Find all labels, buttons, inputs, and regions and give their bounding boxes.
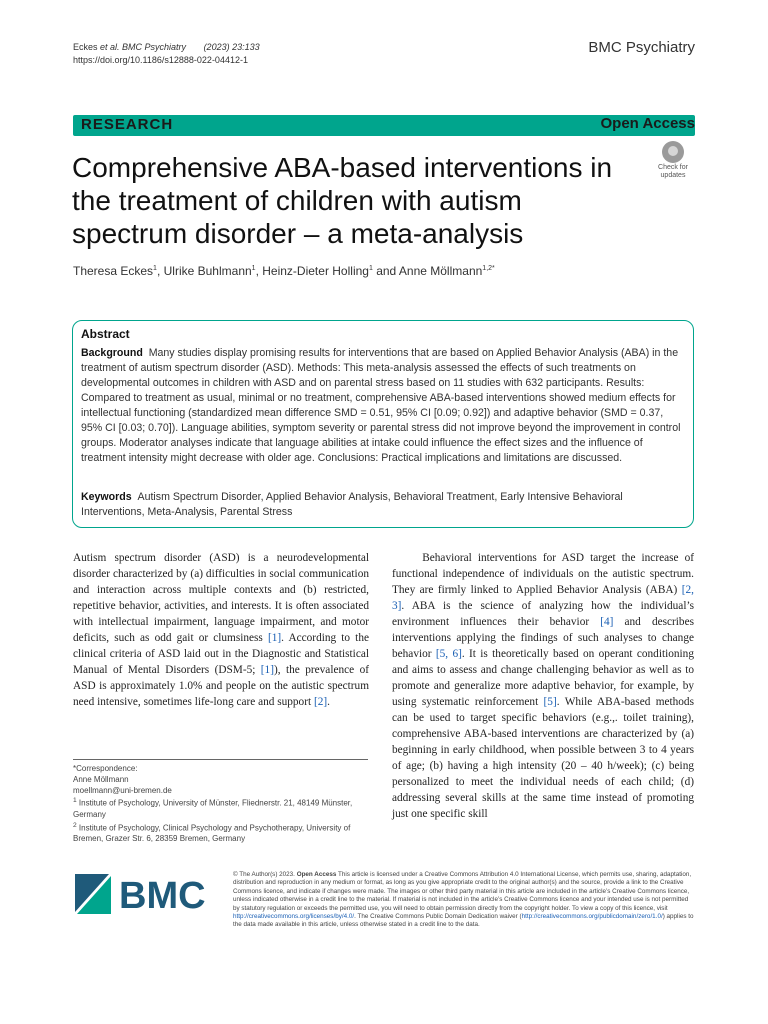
check-for-updates-badge[interactable] bbox=[652, 141, 694, 181]
license-text bbox=[233, 871, 695, 930]
author-affiliation: 1 bbox=[251, 265, 256, 272]
citation-link[interactable]: [2, 3] bbox=[392, 584, 694, 612]
open-access-label: Open Access bbox=[600, 115, 695, 132]
citation-link[interactable]: [4] bbox=[600, 616, 614, 628]
license-lead: © The Author(s) 2023. bbox=[233, 871, 297, 878]
abstract-heading: Abstract bbox=[81, 327, 130, 341]
license-body: ) applies to the data made available in this article, unless otherwise stated in a credit line to the data. bbox=[233, 913, 694, 929]
bmc-logo-text: BMC bbox=[119, 875, 206, 917]
author-affiliation: 1,2* bbox=[482, 265, 495, 272]
license-link[interactable]: http://creativecommons.org/licenses/by/4.0/ bbox=[233, 913, 355, 921]
citation-authors: Eckes bbox=[73, 42, 101, 52]
background-label: Background bbox=[81, 347, 143, 359]
correspondence-label: *Correspondence: bbox=[73, 764, 138, 773]
body-column-right bbox=[392, 550, 694, 822]
citation-line bbox=[73, 41, 260, 54]
affiliation-text: Institute of Psychology, University of Münster, Fliednerstr. 21, 48149 Münster, Germany bbox=[73, 799, 353, 819]
footnote-divider bbox=[73, 759, 368, 760]
body-text: . While ABA-based methods can be used to target specific behaviors (e.g.,. toilet training), comprehensive ABA-based interventions are characterized by (a) beginning in early childhood, when possible between 3 to 4 years of age; (b) having a high intensity (20 – 40 h/week); (c) being personalized to meet the individual needs of each child; (d) addressing several skills at the same time instead of promoting just one specific skill bbox=[392, 696, 694, 820]
abstract-body bbox=[81, 346, 687, 466]
citation-link[interactable]: [5, 6] bbox=[435, 648, 462, 660]
correspondence-email[interactable]: moellmann@uni-bremen.de bbox=[73, 785, 172, 795]
check-updates-icon bbox=[662, 141, 684, 163]
body-text: and describes interventions applying the findings of such analyses to change behavior bbox=[392, 616, 694, 660]
affiliation-number: 2 bbox=[73, 821, 77, 829]
affiliation-2 bbox=[73, 821, 369, 845]
citation-year: (2023) 23:133 bbox=[203, 42, 260, 52]
citation-link[interactable]: [2] bbox=[313, 696, 328, 708]
keywords-label: Keywords bbox=[81, 491, 132, 503]
license-open-access: Open Access bbox=[296, 871, 337, 878]
body-text: . According to the clinical criteria of ASD laid out in the Diagnostic and Statistical Manual of Mental Disorders (DSM-5; bbox=[73, 632, 369, 676]
keywords-text: Autism Spectrum Disorder, Applied Behavior Analysis, Behavioral Treatment, Early Intensive Behavioral Interventions, Meta-Analysis, Parental Stress bbox=[81, 491, 623, 518]
running-header bbox=[73, 41, 260, 67]
affiliation-text: Institute of Psychology, Clinical Psychology and Psychotherapy, University of Bremen, Grazer Str. 6, 28359 Bremen, Germany bbox=[73, 823, 351, 844]
doi-link[interactable]: https://doi.org/10.1186/s12888-022-04412-1 bbox=[73, 55, 248, 65]
author-separator: , bbox=[156, 264, 164, 278]
body-text: Behavioral interventions for ASD target the increase of functional independence of individuals on the autistic spectrum. They are firmly linked to Applied Behavior Analysis (ABA) bbox=[392, 552, 694, 596]
citation-link[interactable]: [1] bbox=[267, 632, 282, 644]
author-affiliation: 1 bbox=[153, 265, 157, 272]
body-text: . bbox=[327, 696, 330, 708]
license-body: . The Creative Commons Public Domain Dedication waiver ( bbox=[354, 913, 522, 921]
license-link[interactable]: http://creativecommons.org/publicdomain/zero/1.0/ bbox=[521, 913, 663, 921]
body-text: . ABA is the science of analyzing how the individual’s environment influences their behavior bbox=[392, 600, 694, 628]
author-name: Theresa Eckes bbox=[73, 264, 154, 278]
check-updates-label: Check for updates bbox=[658, 164, 688, 179]
citation-journal: et al. BMC Psychiatry bbox=[100, 42, 187, 52]
author-separator: , bbox=[255, 264, 263, 278]
author-name: Ulrike Buhlmann bbox=[163, 264, 252, 278]
affiliation-1 bbox=[73, 796, 369, 820]
bmc-logo bbox=[73, 868, 223, 918]
license-body: This article is licensed under a Creative Commons Attribution 4.0 International License, which permits use, sharing, adaptation, distribution and reproduction in any medium or format, as long as you give appropriate credit to the original author(s) and the source, provide a link to the Creative Commons licence, and indicate if changes were made. The images or other third party material in this article are included in the article’s Creative Commons licence, unless indicated otherwise in a credit line to the material. If material is not included in the article’s Creative Commons licence and your intended use is not permitted by statutory regulation or exceeds the permitted use, you will need to obtain permission directly from the copyright holder. To view a copy of this licence, visit bbox=[233, 871, 692, 912]
body-column-left bbox=[73, 550, 369, 710]
body-text: . It is theoretically based on operant conditioning and aims to assess and change challenging behavior as well as to promote and generalize more adaptive behavior, for example, by using systematic reinforcement bbox=[392, 648, 694, 708]
correspondence-name: Anne Möllmann bbox=[73, 774, 129, 784]
section-label: RESEARCH bbox=[81, 116, 174, 133]
keywords bbox=[81, 490, 687, 520]
author-affiliation: 1 bbox=[368, 265, 373, 272]
article-title: Comprehensive ABA-based interventions in the treatment of children with autism spectrum disorder – a meta-analysis bbox=[72, 152, 613, 249]
author-separator: and bbox=[372, 264, 399, 278]
background-text: Many studies display promising results for interventions that are based on Applied Behavior Analysis (ABA) in the treatment of autism spectrum disorder (ASD). Methods: This meta-analysis assessed the effects of such treatments on developmental outcomes in children with ASD and on parental stress based on 11 studies with 632 participants. Results: Compared to treatment as usual, minimal or no treatment, comprehensive ABA-based interventions showed medium effects for intellectual functioning (standardized mean difference SMD = 0.51, 95% CI [0.09; 0.92]) and adaptive behavior (SMD = 0.37, 95% CI [0.03; 0.70]). Language abilities, symptom severity or parental stress did not improve beyond the improvement in control groups. Moderator analyses indicate that language abilities at intake could influence the effect sizes and the influence of treatment intensity might decrease with older age. Conclusions: Practical implications and limitations are discussed. bbox=[81, 347, 681, 464]
citation-link[interactable]: [5] bbox=[543, 696, 557, 708]
author-name: Anne Möllmann bbox=[398, 264, 483, 278]
body-text: Autism spectrum disorder (ASD) is a neurodevelopmental disorder characterized by (a) difficulties in social communication and interaction across multiple contexts and (b) restricted, repetitive behavior, activities, and interests. It is often associated with intellectual impairment, language impairment, and motor deficits, such as odd gait or clumsiness bbox=[73, 552, 369, 644]
author-name: Heinz-Dieter Holling bbox=[262, 264, 369, 278]
body-text: ), the prevalence of ASD is approximately 1.0% and people on the autistic spectrum need intensive, sometimes life-long care and support bbox=[73, 664, 369, 708]
affiliation-number: 1 bbox=[73, 797, 77, 805]
citation-link[interactable]: [1] bbox=[260, 664, 274, 676]
journal-name: BMC Psychiatry bbox=[588, 39, 695, 56]
footnotes bbox=[73, 764, 369, 845]
author-list bbox=[73, 264, 495, 278]
